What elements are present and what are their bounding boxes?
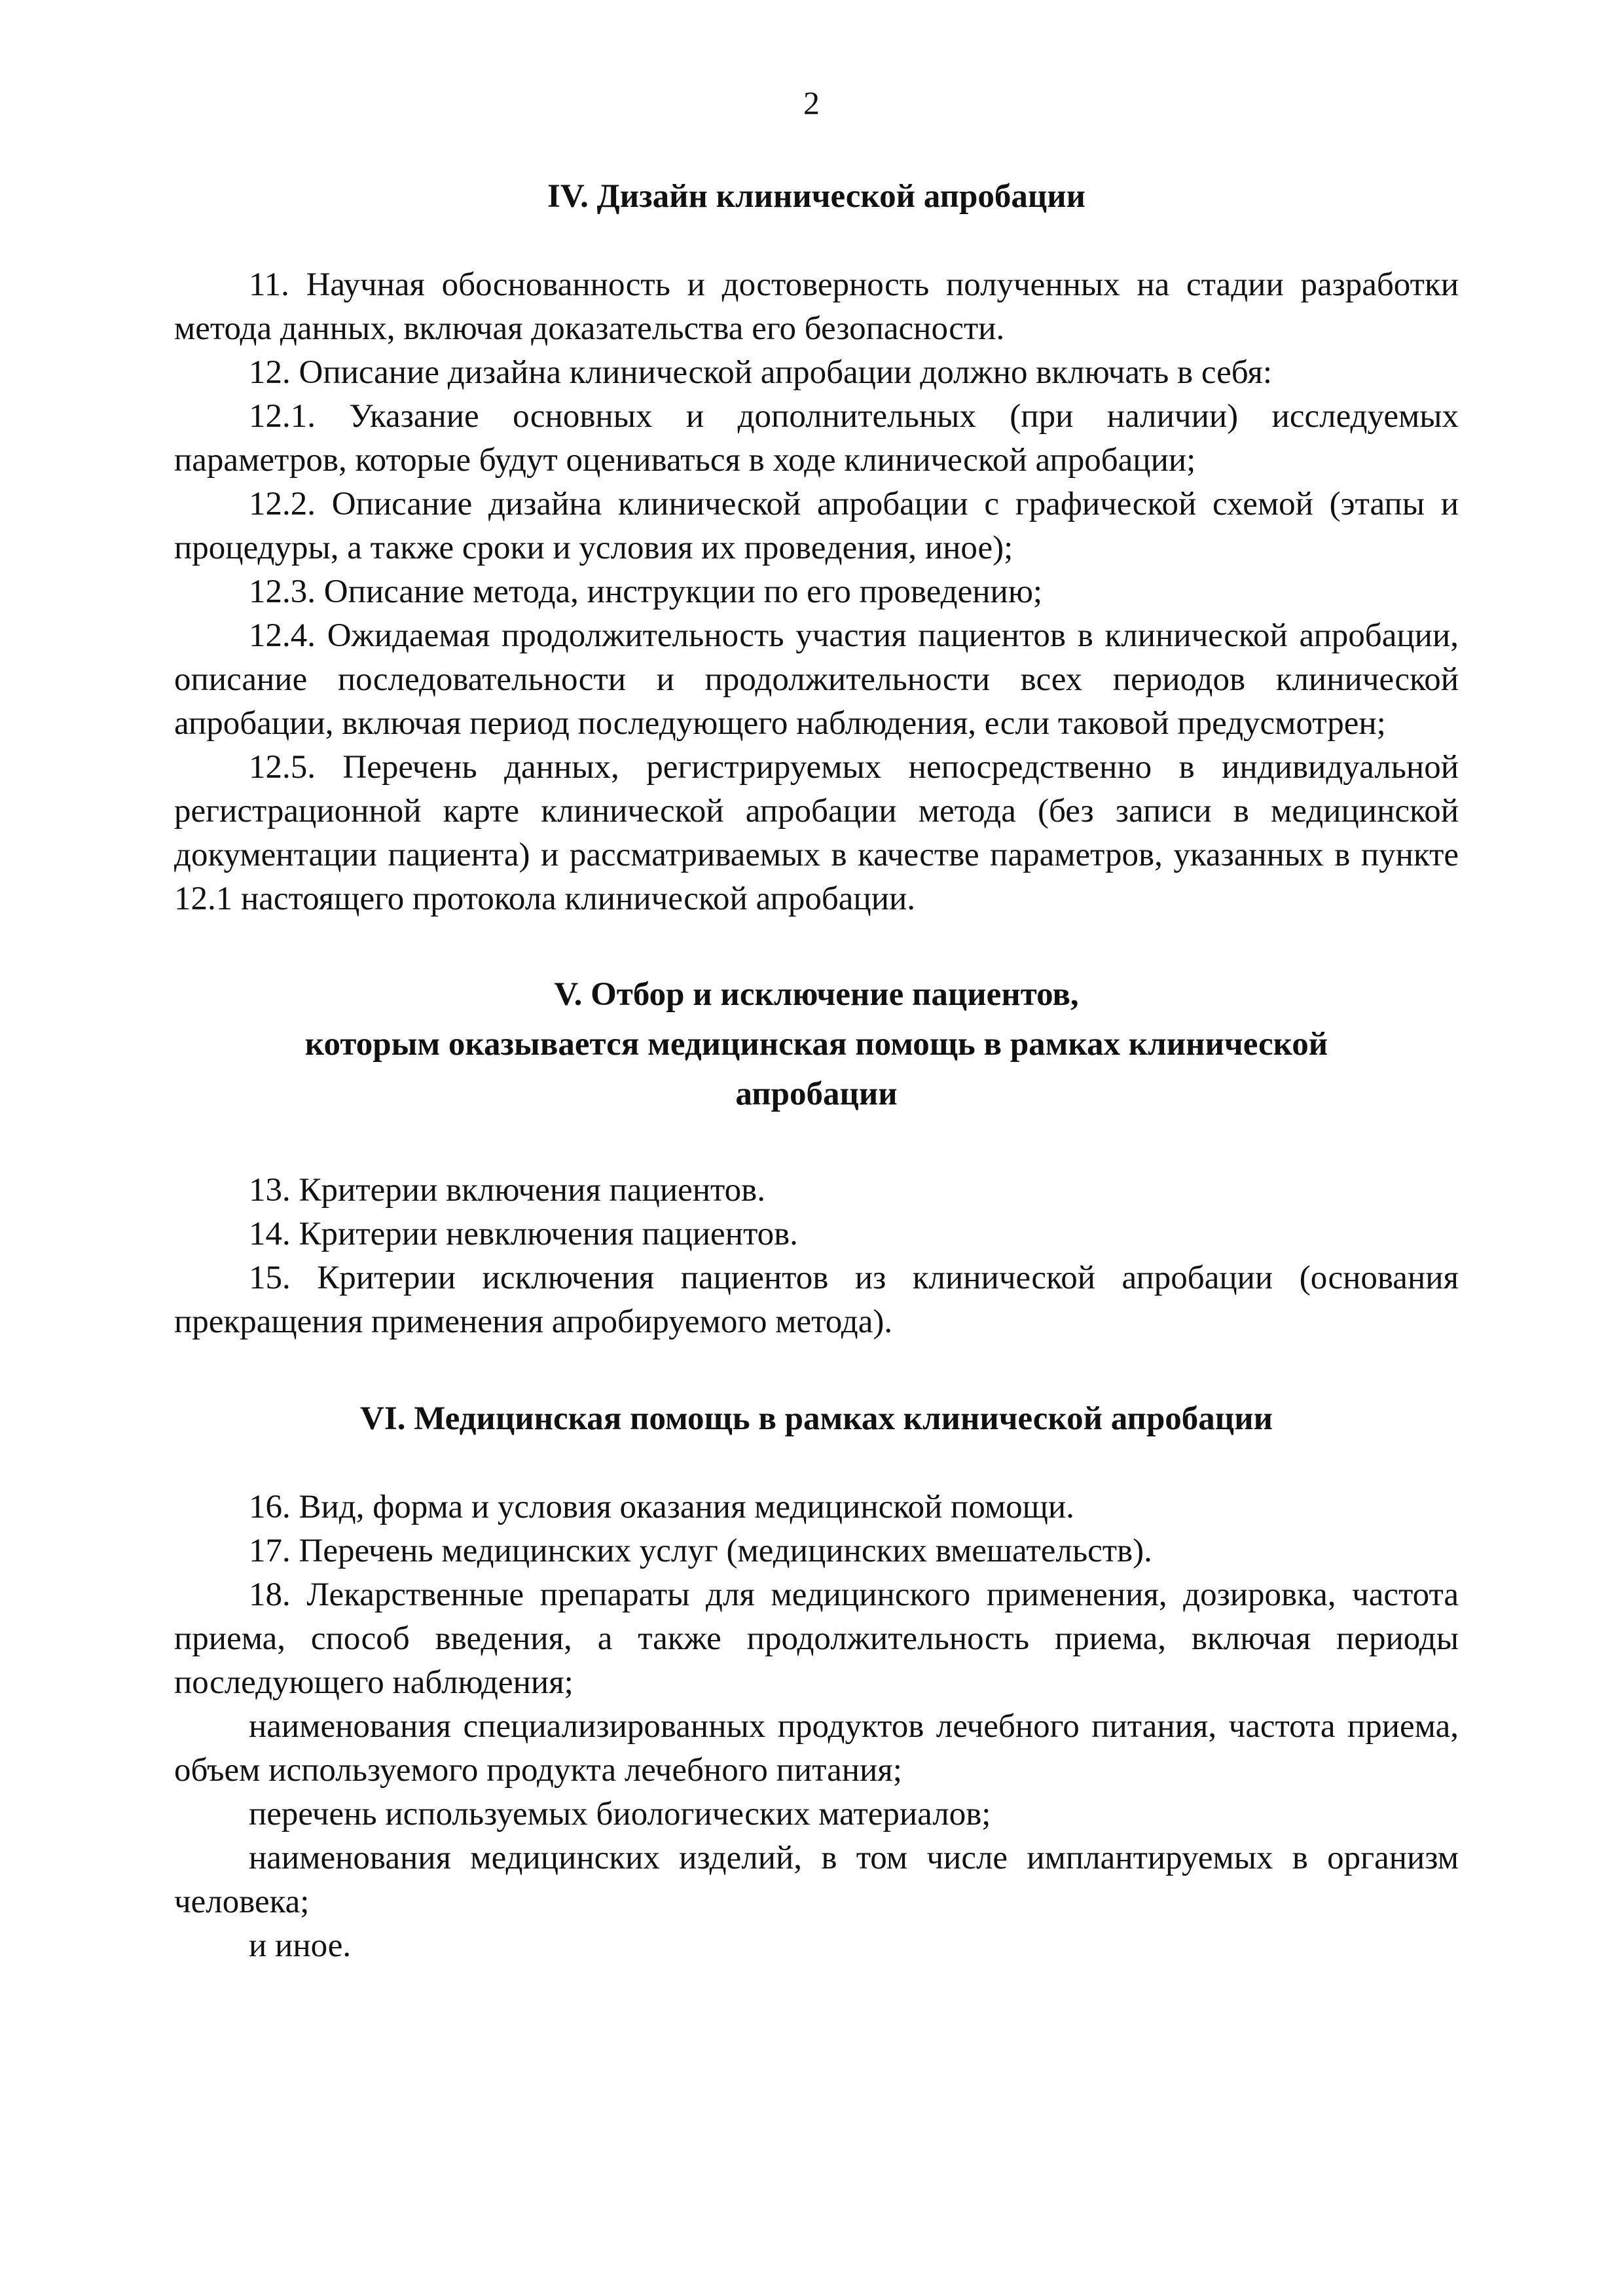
paragraph-18-nutrition: наименования специализированных продуктов лечебного питания, частота приема, объем используемого продукта лечебного питания; bbox=[174, 1708, 1459, 1789]
section-heading-iv bbox=[174, 172, 1459, 221]
section-heading-line: VI. Медицинская помощь в рамках клинической апробации bbox=[360, 1400, 1273, 1437]
paragraph-18-biomaterials: перечень используемых биологических материалов; bbox=[249, 1796, 991, 1832]
paragraph-14: 14. Критерии невключения пациентов. bbox=[249, 1216, 798, 1252]
paragraph-18-devices: наименования медицинских изделий, в том числе имплантируемых в организм человека; bbox=[174, 1840, 1459, 1920]
paragraph-12-5: 12.5. Перечень данных, регистрируемых непосредственно в индивидуальной регистрационной карте клинической апробации метода (без записи в медицинской документации пациента) и рассматриваемых в качестве параметров, указанных в пункте 12.1 настоящего протокола клинической апробации. bbox=[174, 749, 1459, 917]
paragraph-15: 15. Критерии исключения пациентов из клинической апробации (основания прекращения применения апробируемого метода). bbox=[174, 1260, 1459, 1340]
paragraph-12-2: 12.2. Описание дизайна клинической апробации с графической схемой (этапы и процедуры, а также сроки и условия их проведения, иное); bbox=[174, 486, 1459, 566]
paragraph-12-1: 12.1. Указание основных и дополнительных (при наличии) исследуемых параметров, которые будут оцениваться в ходе клинической апробации; bbox=[174, 398, 1459, 479]
section-heading-line: V. Отбор и исключение пациентов, bbox=[554, 976, 1079, 1013]
section-heading-line: которым оказывается медицинская помощь в рамках клинической bbox=[304, 1026, 1328, 1063]
paragraph-11: 11. Научная обоснованность и достоверность полученных на стадии разработки метода данных, включая доказательства его безопасности. bbox=[174, 266, 1459, 347]
paragraph-12-4: 12.4. Ожидаемая продолжительность участия пациентов в клинической апробации, описание последовательности и продолжительности всех периодов клинической апробации, включая период последующего наблюдения, если таковой предусмотрен; bbox=[174, 617, 1459, 742]
section-heading-line: IV. Дизайн клинической апробации bbox=[547, 178, 1085, 215]
paragraph-12-3: 12.3. Описание метода, инструкции по его проведению; bbox=[249, 574, 1043, 610]
paragraph-13: 13. Критерии включения пациентов. bbox=[249, 1172, 766, 1209]
paragraph-18-other: и иное. bbox=[249, 1927, 352, 1964]
paragraph-12: 12. Описание дизайна клинической апробации должно включать в себя: bbox=[249, 354, 1273, 391]
paragraph-17: 17. Перечень медицинских услуг (медицинских вмешательств). bbox=[249, 1533, 1152, 1569]
section-heading-v bbox=[174, 970, 1459, 1119]
section-heading-vi bbox=[174, 1394, 1459, 1444]
paragraph-18: 18. Лекарственные препараты для медицинского применения, дозировка, частота приема, способ введения, а также продолжительность приема, включая периоды последующего наблюдения; bbox=[174, 1576, 1459, 1701]
page-number: 2 bbox=[803, 84, 820, 121]
document-body bbox=[174, 172, 1459, 1968]
section-heading-line: апробации bbox=[735, 1076, 898, 1112]
paragraph-16: 16. Вид, форма и условия оказания медицинской помощи. bbox=[249, 1489, 1074, 1525]
